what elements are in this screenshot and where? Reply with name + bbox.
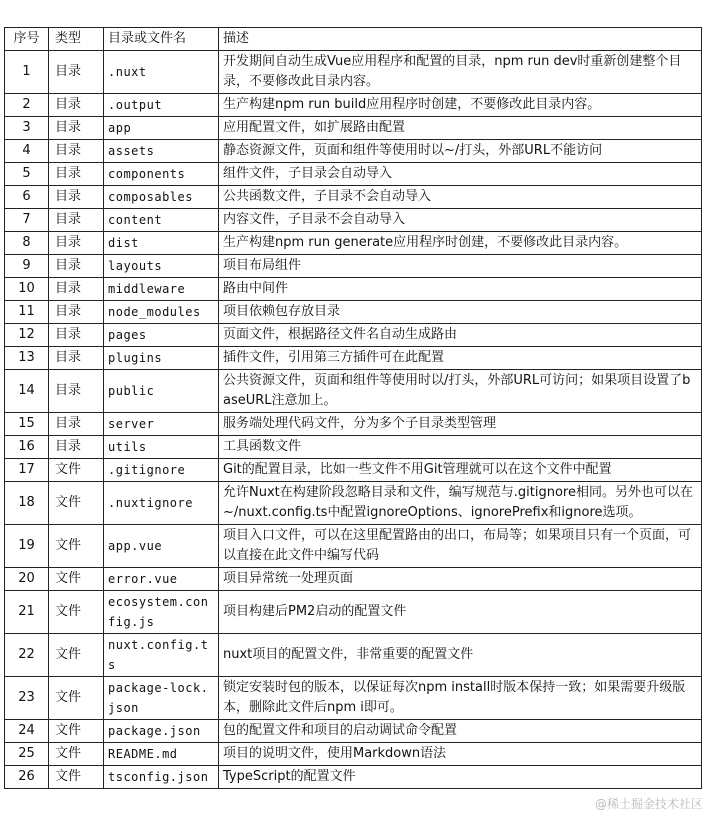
row-type: 文件: [49, 591, 104, 634]
table-row: [5, 743, 702, 766]
row-index: 3: [5, 117, 49, 140]
row-index: 15: [5, 413, 49, 436]
row-name: app.vue: [104, 525, 219, 568]
row-type: 目录: [49, 232, 104, 255]
row-type: 目录: [49, 436, 104, 459]
row-index: 6: [5, 186, 49, 209]
table-row: [5, 568, 702, 591]
table-row: [5, 186, 702, 209]
row-desc: 路由中间件: [219, 278, 702, 301]
row-index: 24: [5, 720, 49, 743]
watermark: @稀土掘金技术社区: [594, 797, 703, 811]
row-desc: 开发期间自动生成Vue应用程序和配置的目录，npm run dev时重新创建整个目录，不要修改此目录内容。: [219, 51, 702, 94]
row-index: 20: [5, 568, 49, 591]
row-index: 12: [5, 324, 49, 347]
table-row: [5, 51, 702, 94]
header-desc: 描述: [219, 28, 702, 51]
table-row: [5, 278, 702, 301]
header-name: 目录或文件名: [104, 28, 219, 51]
table-row: [5, 347, 702, 370]
table-body: [5, 51, 702, 789]
row-desc: 公共资源文件，页面和组件等使用时以/打头，外部URL可访问；如果项目设置了baseURL注意加上。: [219, 370, 702, 413]
table-row: [5, 591, 702, 634]
row-name: package-lock.json: [104, 677, 219, 720]
table-row: [5, 209, 702, 232]
row-desc: Git的配置目录，比如一些文件不用Git管理就可以在这个文件中配置: [219, 459, 702, 482]
row-name: .nuxt: [104, 51, 219, 94]
row-index: 7: [5, 209, 49, 232]
table-header-row: [5, 28, 702, 51]
row-name: components: [104, 163, 219, 186]
row-desc: 工具函数文件: [219, 436, 702, 459]
row-name: layouts: [104, 255, 219, 278]
row-type: 目录: [49, 209, 104, 232]
row-index: 19: [5, 525, 49, 568]
row-type: 目录: [49, 140, 104, 163]
row-type: 文件: [49, 525, 104, 568]
row-desc: 项目异常统一处理页面: [219, 568, 702, 591]
row-desc: 项目布局组件: [219, 255, 702, 278]
row-name: public: [104, 370, 219, 413]
row-name: app: [104, 117, 219, 140]
table-row: [5, 117, 702, 140]
row-type: 文件: [49, 634, 104, 677]
header-index: 序号: [5, 28, 49, 51]
row-desc: TypeScript的配置文件: [219, 766, 702, 789]
table-row: [5, 232, 702, 255]
row-desc: 生产构建npm run build应用程序时创建，不要修改此目录内容。: [219, 94, 702, 117]
row-index: 25: [5, 743, 49, 766]
row-type: 目录: [49, 163, 104, 186]
row-index: 4: [5, 140, 49, 163]
row-name: server: [104, 413, 219, 436]
row-index: 1: [5, 51, 49, 94]
row-name: pages: [104, 324, 219, 347]
row-name: content: [104, 209, 219, 232]
table-row: [5, 677, 702, 720]
row-desc: 组件文件，子目录会自动导入: [219, 163, 702, 186]
row-type: 目录: [49, 51, 104, 94]
row-type: 文件: [49, 568, 104, 591]
row-name: dist: [104, 232, 219, 255]
row-type: 文件: [49, 743, 104, 766]
row-index: 9: [5, 255, 49, 278]
row-name: .output: [104, 94, 219, 117]
row-desc: 包的配置文件和项目的启动调试命令配置: [219, 720, 702, 743]
row-index: 2: [5, 94, 49, 117]
row-type: 目录: [49, 413, 104, 436]
row-name: middleware: [104, 278, 219, 301]
row-index: 5: [5, 163, 49, 186]
row-index: 14: [5, 370, 49, 413]
directory-table: [4, 27, 702, 789]
row-name: node_modules: [104, 301, 219, 324]
table-row: [5, 255, 702, 278]
row-desc: 页面文件，根据路径文件名自动生成路由: [219, 324, 702, 347]
row-index: 8: [5, 232, 49, 255]
row-name: assets: [104, 140, 219, 163]
row-type: 目录: [49, 370, 104, 413]
row-type: 目录: [49, 117, 104, 140]
row-name: utils: [104, 436, 219, 459]
row-type: 文件: [49, 482, 104, 525]
row-name: composables: [104, 186, 219, 209]
row-name: plugins: [104, 347, 219, 370]
row-index: 23: [5, 677, 49, 720]
table-row: [5, 301, 702, 324]
row-name: error.vue: [104, 568, 219, 591]
table-row: [5, 459, 702, 482]
row-desc: 应用配置文件，如扩展路由配置: [219, 117, 702, 140]
row-index: 17: [5, 459, 49, 482]
table-row: [5, 766, 702, 789]
row-type: 目录: [49, 186, 104, 209]
row-type: 目录: [49, 255, 104, 278]
table-row: [5, 140, 702, 163]
row-type: 文件: [49, 459, 104, 482]
row-index: 18: [5, 482, 49, 525]
row-desc: 内容文件，子目录不会自动导入: [219, 209, 702, 232]
row-index: 16: [5, 436, 49, 459]
row-index: 26: [5, 766, 49, 789]
row-index: 13: [5, 347, 49, 370]
row-desc: 项目的说明文件，使用Markdown语法: [219, 743, 702, 766]
row-desc: 锁定安装时包的版本，以保证每次npm install时版本保持一致；如果需要升级版本，删除此文件后npm i即可。: [219, 677, 702, 720]
row-type: 目录: [49, 324, 104, 347]
row-desc: 插件文件，引用第三方插件可在此配置: [219, 347, 702, 370]
row-index: 11: [5, 301, 49, 324]
row-name: ecosystem.config.js: [104, 591, 219, 634]
table-row: [5, 413, 702, 436]
table-row: [5, 436, 702, 459]
row-name: package.json: [104, 720, 219, 743]
row-name: .gitignore: [104, 459, 219, 482]
row-index: 22: [5, 634, 49, 677]
row-name: .nuxtignore: [104, 482, 219, 525]
row-type: 文件: [49, 766, 104, 789]
table-row: [5, 634, 702, 677]
row-desc: 公共函数文件，子目录不会自动导入: [219, 186, 702, 209]
row-desc: 生产构建npm run generate应用程序时创建，不要修改此目录内容。: [219, 232, 702, 255]
table-row: [5, 94, 702, 117]
table-row: [5, 525, 702, 568]
row-desc: 项目入口文件，可以在这里配置路由的出口，布局等；如果项目只有一个页面，可以直接在此文件中编写代码: [219, 525, 702, 568]
table-row: [5, 324, 702, 347]
row-type: 目录: [49, 301, 104, 324]
row-name: nuxt.config.ts: [104, 634, 219, 677]
row-index: 21: [5, 591, 49, 634]
row-desc: 静态资源文件，页面和组件等使用时以~/打头，外部URL不能访问: [219, 140, 702, 163]
table-row: [5, 720, 702, 743]
table-row: [5, 370, 702, 413]
row-name: tsconfig.json: [104, 766, 219, 789]
row-name: README.md: [104, 743, 219, 766]
table-row: [5, 482, 702, 525]
row-type: 文件: [49, 677, 104, 720]
header-type: 类型: [49, 28, 104, 51]
table-row: [5, 163, 702, 186]
row-desc: 项目构建后PM2启动的配置文件: [219, 591, 702, 634]
row-desc: 项目依赖包存放目录: [219, 301, 702, 324]
row-index: 10: [5, 278, 49, 301]
row-desc: 允许Nuxt在构建阶段忽略目录和文件，编写规范与.gitignore相同。另外也可以在~/nuxt.config.ts中配置ignoreOptions、ignorePrefix和ignore选项。: [219, 482, 702, 525]
row-type: 目录: [49, 278, 104, 301]
row-type: 文件: [49, 720, 104, 743]
row-desc: 服务端处理代码文件，分为多个子目录类型管理: [219, 413, 702, 436]
row-desc: nuxt项目的配置文件，非常重要的配置文件: [219, 634, 702, 677]
row-type: 目录: [49, 347, 104, 370]
row-type: 目录: [49, 94, 104, 117]
